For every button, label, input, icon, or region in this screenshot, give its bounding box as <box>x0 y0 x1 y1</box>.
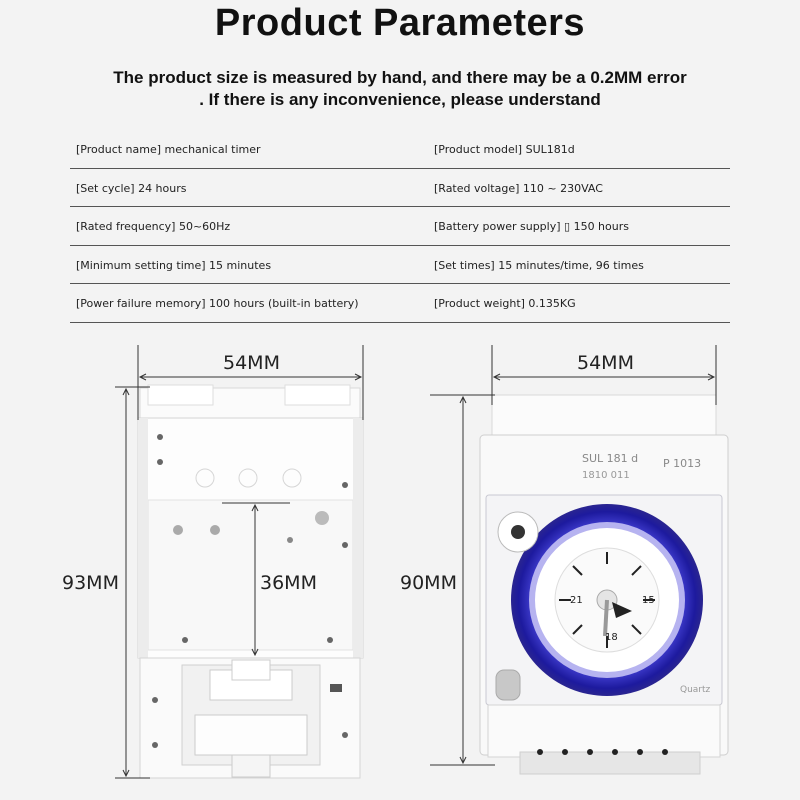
dial-label-15: 15 <box>642 595 655 606</box>
timer-back-view <box>138 385 363 778</box>
dial-label-21: 21 <box>570 595 583 606</box>
parameter-right: [Rated voltage] 110 ~ 230VAC <box>434 181 603 195</box>
right-width-label: 54MM <box>577 352 634 374</box>
dial-label-18: 18 <box>605 632 618 643</box>
right-height-label: 90MM <box>400 572 457 594</box>
parameter-left: [Set cycle] 24 hours <box>76 181 187 195</box>
measurement-note-line2: . If there is any inconvenience, please understand <box>199 90 601 109</box>
parameter-left: [Minimum setting time] 15 minutes <box>76 258 272 272</box>
device-part-label: P 1013 <box>663 457 702 470</box>
measurement-note-line1: The product size is measured by hand, and there may be a 0.2MM error <box>113 68 687 87</box>
parameter-right: [Battery power supply] ▯ 150 hours <box>434 220 629 233</box>
device-model-label: SUL 181 d <box>582 452 639 465</box>
parameter-left: [Product name] mechanical timer <box>76 143 261 156</box>
parameter-right: [Product weight] 0.135KG <box>434 297 576 310</box>
device-brand-label: Quartz <box>680 685 711 695</box>
left-inner-height-label: 36MM <box>260 572 317 594</box>
device-serial-label: 1810 011 <box>582 470 630 481</box>
parameter-right: [Set times] 15 minutes/time, 96 times <box>434 258 644 272</box>
left-width-label: 54MM <box>223 352 280 374</box>
left-height-label: 93MM <box>62 572 119 594</box>
parameter-left: [Rated frequency] 50~60Hz <box>76 220 231 233</box>
parameter-right: [Product model] SUL181d <box>434 143 575 156</box>
parameter-left: [Power failure memory] 100 hours (built-in battery) <box>76 297 359 310</box>
page-title: Product Parameters <box>214 2 586 44</box>
